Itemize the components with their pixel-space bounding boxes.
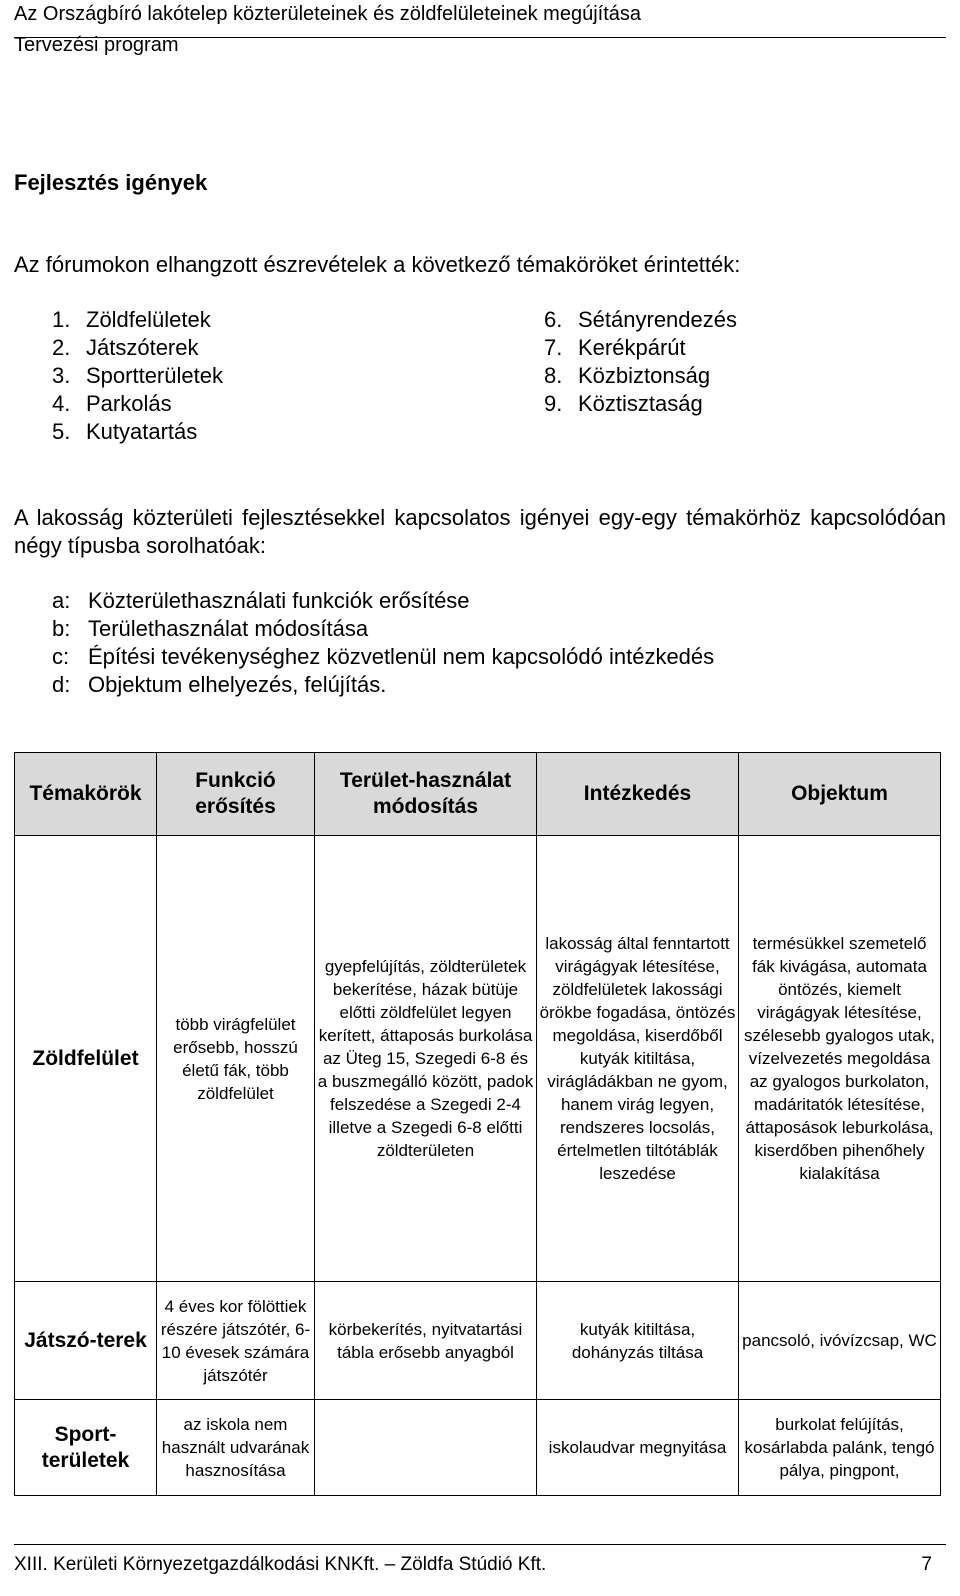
list-item: 1. Zöldfelületek [52, 307, 211, 332]
type-list [52, 587, 714, 699]
list-item: d: Objektum elhelyezés, felújítás. [52, 672, 387, 697]
row-intezkedes: iskolaudvar megnyitása [537, 1400, 739, 1496]
header-intezkedes: Intézkedés [537, 753, 739, 836]
table-header-row [15, 753, 941, 836]
row-terulet: gyepfelújítás, zöldterületek bekerítése, házak bütüje előtti zöldfelület legyen kerített, áttaposás burkolása az Üteg 15, Szegedi 6-8 és a buszmegálló között, padok felszedése a Szegedi 2-4 illetve a Szegedi 6-8 előtti zöldterületen [315, 836, 537, 1282]
row-topic: Zöldfelület [15, 836, 157, 1282]
list-item: 8. Közbiztonság [544, 363, 711, 388]
row-terulet [315, 1400, 537, 1496]
list-item: 5. Kutyatartás [52, 419, 198, 444]
table-row [15, 836, 941, 1282]
document-title: Az Országbíró lakótelep közterületeinek és zöldfelületeinek megújítása [14, 3, 642, 25]
row-funkcio: több virágfelület erősebb, hosszú életű fák, több zöldfelület [157, 836, 315, 1282]
row-objektum: burkolat felújítás, kosárlabda palánk, tengó pálya, pingpont, [739, 1400, 941, 1496]
list-item: c: Építési tevékenységhez közvetlenül nem kapcsolódó intézkedés [52, 644, 715, 669]
row-topic: Játszó-terek [15, 1282, 157, 1400]
row-funkcio: 4 éves kor fölöttiek részére játszótér, 6-10 évesek számára játszótér [157, 1282, 315, 1400]
list-item: 7. Kerékpárút [544, 335, 686, 360]
row-objektum: termésükkel szemetelő fák kivágása, automata öntözés, kiemelt virágágyak létesítése, szélesebb gyalogos utak, vízelvezetés megoldása az gyalogos burkolaton, madáritatók létesítése, áttaposások leburkolása, kiserdőben pihenőhely kialakítása [739, 836, 941, 1282]
body-paragraph: A lakosság közterületi fejlesztésekkel kapcsolatos igényei egy-egy témakörhöz kapcsolódóan négy típusba sorolhatóak: [14, 505, 946, 558]
header-objektum: Objektum [739, 753, 941, 836]
document-subtitle: Tervezési program [14, 34, 179, 56]
topic-list-right [544, 306, 737, 418]
list-item: 2. Játszóterek [52, 335, 199, 360]
table-row [15, 1400, 941, 1496]
list-item: 6. Sétányrendezés [544, 307, 737, 332]
row-intezkedes: kutyák kitiltása, dohányzás tiltása [537, 1282, 739, 1400]
header-funkcio: Funkció erősítés [157, 753, 315, 836]
row-funkcio: az iskola nem használt udvarának hasznosítása [157, 1400, 315, 1496]
list-item: 4. Parkolás [52, 391, 172, 416]
footer-text: XIII. Kerületi Környezetgazdálkodási KNKft. – Zöldfa Stúdió Kft. [14, 1554, 547, 1575]
list-item: b: Területhasználat módosítása [52, 616, 369, 641]
footer-rule [14, 1544, 946, 1545]
page-header [14, 0, 946, 57]
row-objektum: pancsoló, ivóvízcsap, WC [739, 1282, 941, 1400]
header-terulet: Terület-használat módosítás [315, 753, 537, 836]
list-item: 9. Köztisztaság [544, 391, 703, 416]
section-title: Fejlesztés igények [14, 170, 208, 195]
header-rule [14, 37, 946, 38]
intro-text: Az fórumokon elhangzott észrevételek a következő témaköröket érintették: [14, 252, 741, 277]
row-terulet: körbekerítés, nyitvatartási tábla erősebb anyagból [315, 1282, 537, 1400]
page-number: 7 [921, 1554, 932, 1575]
list-item: a: Közterülethasználati funkciók erősítése [52, 588, 470, 613]
requirements-table [14, 752, 941, 1496]
topic-list-left [52, 306, 223, 446]
header-temakorok: Témakörök [15, 753, 157, 836]
table-row [15, 1282, 941, 1400]
list-item: 3. Sportterületek [52, 363, 223, 388]
page-footer [14, 1554, 932, 1576]
row-topic: Sport-területek [15, 1400, 157, 1496]
row-intezkedes: lakosság által fenntartott virágágyak létesítése, zöldfelületek lakossági örökbe fogadása, öntözés megoldása, kiserdőből kutyák kitiltása, virágládákban ne gyom, hanem virág legyen, rendszeres locsolás, értelmetlen tiltótáblák leszedése [537, 836, 739, 1282]
